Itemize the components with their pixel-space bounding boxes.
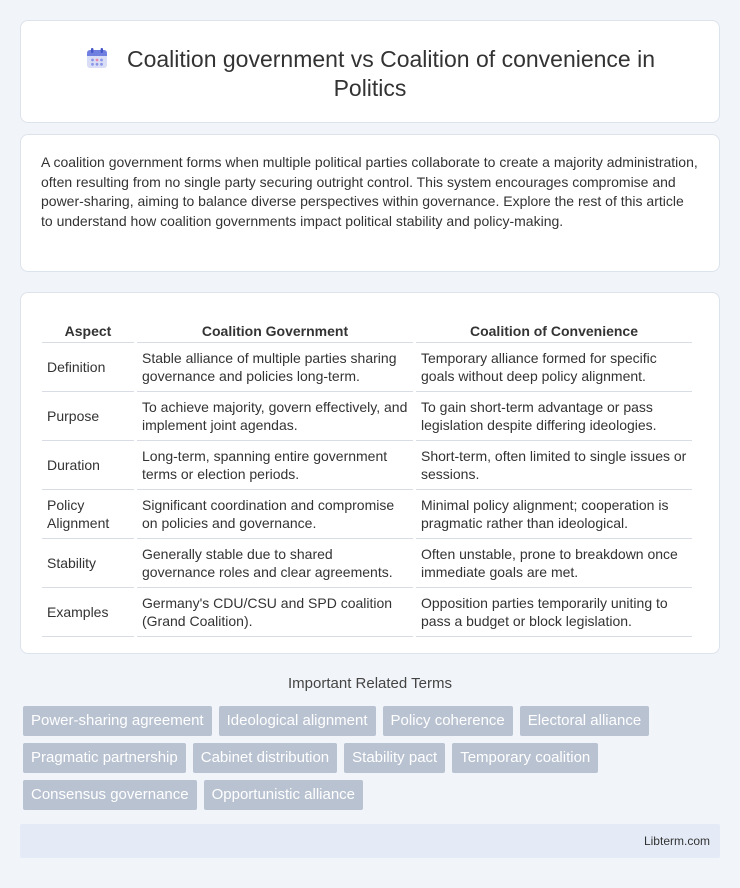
comparison-table [39,313,695,637]
row-government: Significant coordination and compromise on policies and governance. [137,490,413,539]
page-title [51,45,689,103]
row-aspect: Definition [42,343,134,392]
row-aspect: Policy Alignment [42,490,134,539]
row-aspect: Stability [42,539,134,588]
table-row [42,441,692,490]
page-title-text: Coalition government vs Coalition of convenience in Politics [126,46,656,101]
row-aspect: Examples [42,588,134,637]
intro-text: A coalition government forms when multiple political parties collaborate to create a majority administration, often resulting from no single party securing outright control. This system encourages compromise and power-sharing, aiming to balance diverse perspectives within governance. Explore the rest of this article to understand how coalition governments impact political stability and policy-making. [41,154,698,229]
row-government: Stable alliance of multiple parties sharing governance and policies long-term. [137,343,413,392]
related-term-tag[interactable]: Power-sharing agreement [23,706,212,736]
comparison-table-card [20,292,720,654]
related-term-tag[interactable]: Stability pact [344,743,445,773]
related-term-tag[interactable]: Cabinet distribution [193,743,337,773]
row-government: Long-term, spanning entire government terms or election periods. [137,441,413,490]
row-aspect: Duration [42,441,134,490]
table-row [42,343,692,392]
row-convenience: To gain short-term advantage or pass legislation despite differing ideologies. [416,392,692,441]
row-convenience: Temporary alliance formed for specific goals without deep policy alignment. [416,343,692,392]
related-terms-list [23,706,703,810]
table-row [42,539,692,588]
related-term-tag[interactable]: Consensus governance [23,780,197,810]
related-term-tag[interactable]: Ideological alignment [219,706,376,736]
table-row [42,588,692,637]
table-header-row [42,313,692,343]
row-aspect: Purpose [42,392,134,441]
related-term-tag[interactable]: Temporary coalition [452,743,598,773]
row-convenience: Opposition parties temporarily uniting to pass a budget or block legislation. [416,588,692,637]
related-term-tag[interactable]: Policy coherence [383,706,513,736]
row-convenience: Minimal policy alignment; cooperation is pragmatic rather than ideological. [416,490,692,539]
footer [20,824,720,858]
header-coalition-of-convenience: Coalition of Convenience [416,313,692,343]
related-terms-title: Important Related Terms [288,675,452,692]
row-convenience: Often unstable, prone to breakdown once immediate goals are met. [416,539,692,588]
table-row [42,490,692,539]
related-term-tag[interactable]: Electoral alliance [520,706,649,736]
footer-site-link[interactable]: Libterm.com [643,834,710,848]
intro-card [20,134,720,272]
related-term-tag[interactable]: Pragmatic partnership [23,743,186,773]
row-government: To achieve majority, govern effectively, and implement joint agendas. [137,392,413,441]
row-government: Generally stable due to shared governance roles and clear agreements. [137,539,413,588]
row-convenience: Short-term, often limited to single issues or sessions. [416,441,692,490]
title-card [20,20,720,123]
related-term-tag[interactable]: Opportunistic alliance [204,780,363,810]
header-coalition-government: Coalition Government [137,313,413,343]
table-row [42,392,692,441]
header-aspect: Aspect [42,313,134,343]
calendar-icon [85,46,109,70]
row-government: Germany's CDU/CSU and SPD coalition (Grand Coalition). [137,588,413,637]
